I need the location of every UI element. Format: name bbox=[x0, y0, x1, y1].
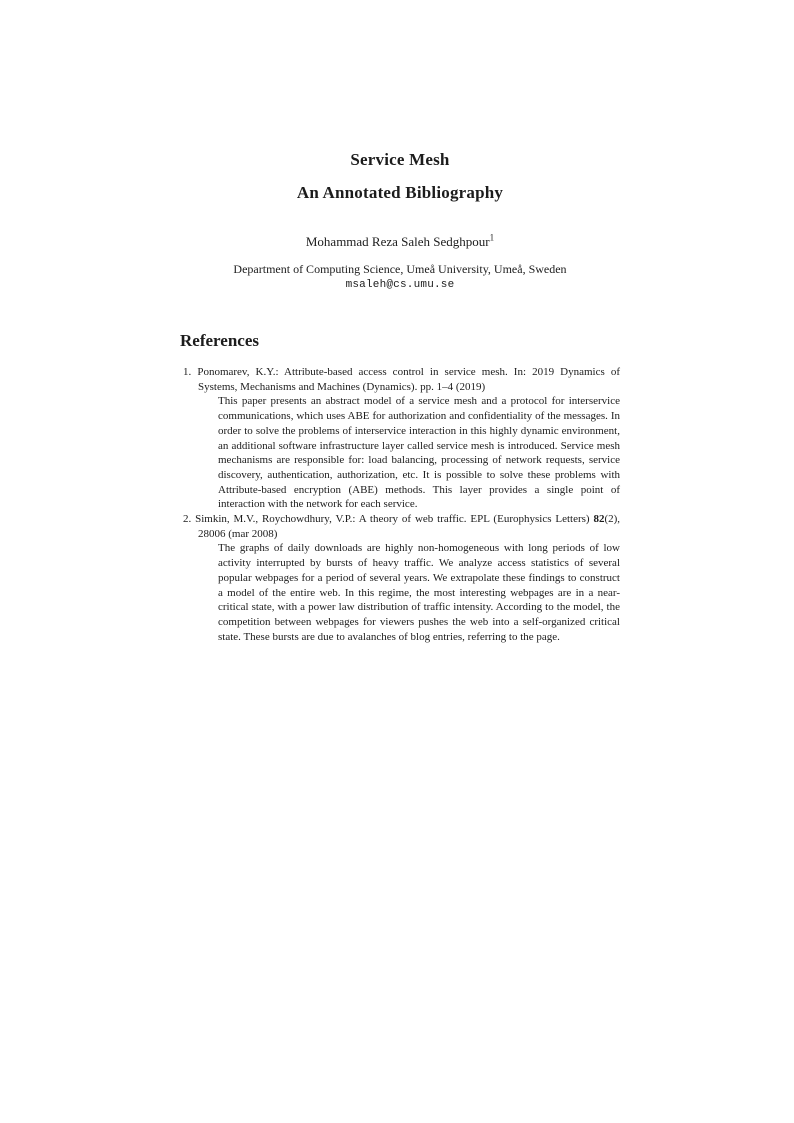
reference-item-1 bbox=[180, 365, 620, 512]
reference-1-number: 1. bbox=[183, 366, 192, 378]
reference-list bbox=[180, 365, 620, 644]
paper-title-line1: Service Mesh bbox=[350, 150, 450, 169]
text-block bbox=[180, 0, 620, 644]
affiliation-line: Department of Computing Science, Umeå University, Umeå, Sweden bbox=[233, 262, 567, 276]
reference-2-number: 2. bbox=[183, 513, 192, 526]
reference-item-2 bbox=[180, 512, 620, 644]
reference-2-citation-post: (2), 28006 (mar 2008) bbox=[198, 513, 621, 540]
reference-1-annotation: This paper presents an abstract model of a service mesh and a protocol for interservice communications, which uses ABE for authorization and confidentiality of the messages. In order to solve the problems of interservice interaction in this highly dynamic environment, an additional software infrastructure layer called service mesh is introduced. Service mesh mechanisms are responsible for: load balancing, processing of network requests, service discovery, authentication, authorization, etc. It is possible to solve these problems with Attribute-based encryption (ABE) methods. This layer provides a single point of interaction with the network for each service. bbox=[218, 395, 620, 511]
references-heading: References bbox=[180, 331, 259, 350]
author-name: Mohammad Reza Saleh Sedghpour bbox=[305, 234, 490, 249]
reference-2-volume: 82 bbox=[593, 513, 605, 526]
reference-2-annotation: The graphs of daily downloads are highly non-homogeneous with long periods of low activity interrupted by bursts of heavy traffic. We analyze access statistics of several popular webpages for a period of several years. We extrapolate these findings to construct a model of the entire web. In this regime, the most interesting webpages are in a near-critical state, with a power law distribution of traffic intensity. According to the model, the competition between webpages for viewers pushes the web into a self-organized critical state. These bursts are due to avalanches of blog entries, referring to the page. bbox=[218, 542, 620, 643]
reference-2-citation bbox=[180, 512, 620, 541]
author-line bbox=[180, 234, 620, 250]
paper-title-line2: An Annotated Bibliography bbox=[296, 183, 504, 202]
author-email: msaleh@cs.umu.se bbox=[345, 279, 455, 291]
reference-2-citation-pre: Simkin, M.V., Roychowdhury, V.P.: A theory of web traffic. EPL (Europhysics Letters) bbox=[195, 513, 594, 526]
author-affiliation-mark: 1 bbox=[489, 232, 495, 243]
reference-2-citation-text bbox=[195, 513, 620, 540]
reference-1-citation bbox=[180, 365, 620, 394]
reference-1-citation-text: Ponomarev, K.Y.: Attribute-based access control in service mesh. In: 2019 Dynamics of Systems, Mechanisms and Machines (Dynamics). pp. 1–4 (2019) bbox=[197, 366, 620, 393]
